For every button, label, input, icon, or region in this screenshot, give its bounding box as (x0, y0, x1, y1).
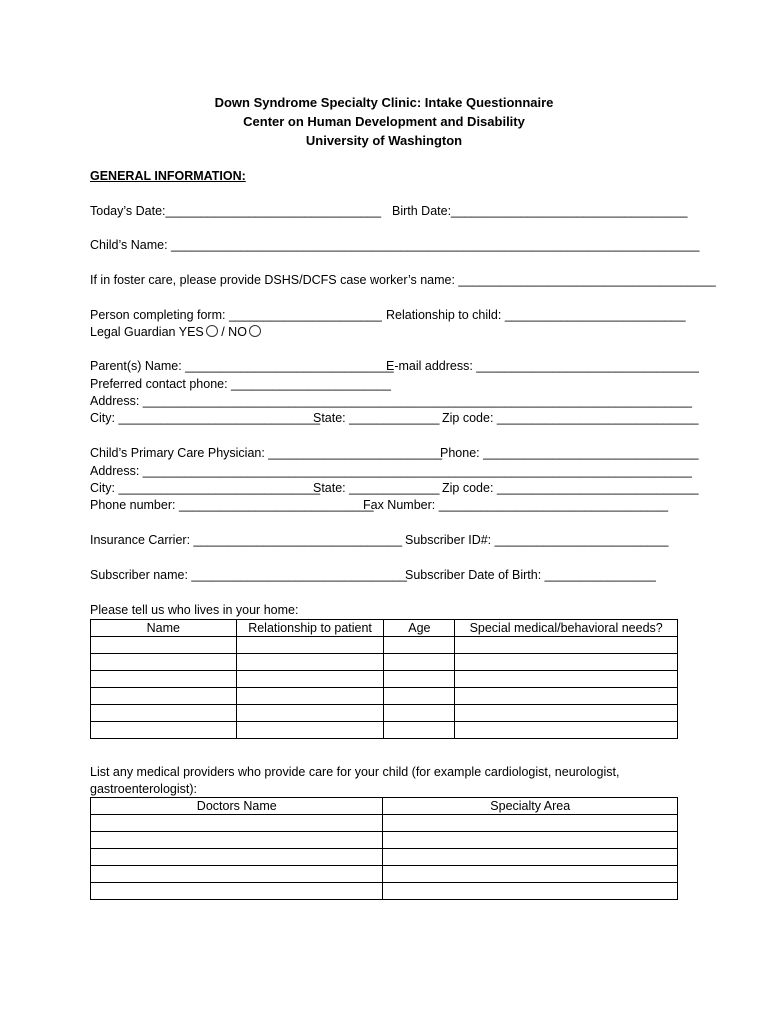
household-cell[interactable] (236, 637, 384, 654)
household-cell[interactable] (384, 637, 455, 654)
general-information-heading: GENERAL INFORMATION: (90, 169, 246, 183)
foster-care-caseworker-field[interactable]: If in foster care, please provide DSHS/DCFS case worker’s name: _____________________________________ (90, 273, 716, 287)
household-cell[interactable] (384, 722, 455, 739)
household-cell[interactable] (455, 671, 678, 688)
providers-cell[interactable] (91, 866, 383, 883)
providers-cell[interactable] (91, 883, 383, 900)
household-col-age: Age (384, 620, 455, 637)
providers-prompt-line2: gastroenterologist): (90, 782, 198, 796)
household-cell[interactable] (455, 688, 678, 705)
household-cell[interactable] (455, 654, 678, 671)
household-row (91, 688, 678, 705)
providers-table (90, 797, 678, 900)
parents-name-field[interactable]: Parent(s) Name: ______________________________ (90, 359, 394, 373)
household-row (91, 671, 678, 688)
legal-guardian-yes-radio[interactable] (206, 325, 218, 337)
physician-address-field[interactable]: Address: _______________________________________________________________________________ (90, 464, 693, 478)
email-address-field[interactable]: E-mail address: ________________________________ (386, 359, 699, 373)
household-cell[interactable] (236, 705, 384, 722)
providers-row (91, 866, 678, 883)
household-prompt: Please tell us who lives in your home: (90, 603, 299, 617)
subscriber-id-field[interactable]: Subscriber ID#: _________________________ (405, 533, 669, 547)
person-completing-field[interactable]: Person completing form: ______________________ (90, 308, 382, 322)
household-cell[interactable] (384, 705, 455, 722)
providers-col-specialty: Specialty Area (383, 798, 678, 815)
insurance-carrier-field[interactable]: Insurance Carrier: ______________________________ (90, 533, 403, 547)
providers-row (91, 883, 678, 900)
providers-cell[interactable] (91, 832, 383, 849)
providers-cell[interactable] (383, 849, 678, 866)
preferred-contact-phone-field[interactable]: Preferred contact phone: _______________________ (90, 377, 391, 391)
parent-city-field[interactable]: City: _____________________________ (90, 411, 321, 425)
household-cell[interactable] (91, 671, 237, 688)
household-cell[interactable] (455, 722, 678, 739)
household-cell[interactable] (384, 671, 455, 688)
household-cell[interactable] (91, 705, 237, 722)
legal-guardian-no-radio[interactable] (249, 325, 261, 337)
subscriber-name-field[interactable]: Subscriber name: _______________________________ (90, 568, 407, 582)
subscriber-dob-field[interactable]: Subscriber Date of Birth: ________________ (405, 568, 656, 582)
legal-guardian-no-label: / NO (217, 325, 247, 339)
household-row (91, 705, 678, 722)
household-cell[interactable] (384, 654, 455, 671)
household-cell[interactable] (236, 671, 384, 688)
providers-row (91, 832, 678, 849)
household-cell[interactable] (91, 654, 237, 671)
birth-date-field[interactable]: Birth Date:__________________________________ (392, 204, 688, 218)
physician-state-field[interactable]: State: _____________ (313, 481, 440, 495)
household-col-relationship: Relationship to patient (236, 620, 384, 637)
household-col-special-needs: Special medical/behavioral needs? (455, 620, 678, 637)
household-cell[interactable] (455, 637, 678, 654)
providers-row (91, 849, 678, 866)
form-title: Down Syndrome Specialty Clinic: Intake Questionnaire (214, 95, 554, 110)
form-subtitle-university: University of Washington (305, 133, 463, 148)
providers-col-doctor-name: Doctors Name (91, 798, 383, 815)
household-cell[interactable] (384, 688, 455, 705)
household-col-name: Name (91, 620, 237, 637)
providers-cell[interactable] (383, 815, 678, 832)
parent-zip-field[interactable]: Zip code: _____________________________ (442, 411, 699, 425)
parent-address-field[interactable]: Address: _______________________________________________________________________________ (90, 394, 693, 408)
household-row (91, 654, 678, 671)
todays-date-field[interactable]: Today’s Date:_______________________________ (90, 204, 382, 218)
providers-cell[interactable] (383, 832, 678, 849)
parent-state-field[interactable]: State: _____________ (313, 411, 440, 425)
household-cell[interactable] (91, 722, 237, 739)
household-table (90, 619, 678, 739)
legal-guardian-row (90, 324, 261, 340)
legal-guardian-yes-label: Legal Guardian YES (90, 325, 204, 339)
physician-zip-field[interactable]: Zip code: _____________________________ (442, 481, 699, 495)
providers-cell[interactable] (91, 815, 383, 832)
household-cell[interactable] (236, 722, 384, 739)
household-cell[interactable] (91, 688, 237, 705)
household-cell[interactable] (236, 654, 384, 671)
providers-header-row (91, 798, 678, 815)
physician-phone-field[interactable]: Phone: _______________________________ (440, 446, 699, 460)
providers-cell[interactable] (91, 849, 383, 866)
physician-phone-number-field[interactable]: Phone number: ____________________________ (90, 498, 374, 512)
providers-prompt-line1: List any medical providers who provide care for your child (for example cardiologist, neurologist, (90, 765, 620, 779)
relationship-to-child-field[interactable]: Relationship to child: __________________________ (386, 308, 686, 322)
providers-row (91, 815, 678, 832)
household-cell[interactable] (91, 637, 237, 654)
form-subtitle-center: Center on Human Development and Disability (243, 114, 525, 129)
physician-city-field[interactable]: City: _____________________________ (90, 481, 321, 495)
childs-name-field[interactable]: Child’s Name: ____________________________________________________________________________ (90, 238, 700, 252)
physician-fax-number-field[interactable]: Fax Number: _________________________________ (363, 498, 669, 512)
household-row (91, 637, 678, 654)
household-row (91, 722, 678, 739)
household-header-row (91, 620, 678, 637)
primary-care-physician-field[interactable]: Child’s Primary Care Physician: _________________________ (90, 446, 443, 460)
providers-cell[interactable] (383, 883, 678, 900)
providers-cell[interactable] (383, 866, 678, 883)
household-cell[interactable] (236, 688, 384, 705)
household-cell[interactable] (455, 705, 678, 722)
